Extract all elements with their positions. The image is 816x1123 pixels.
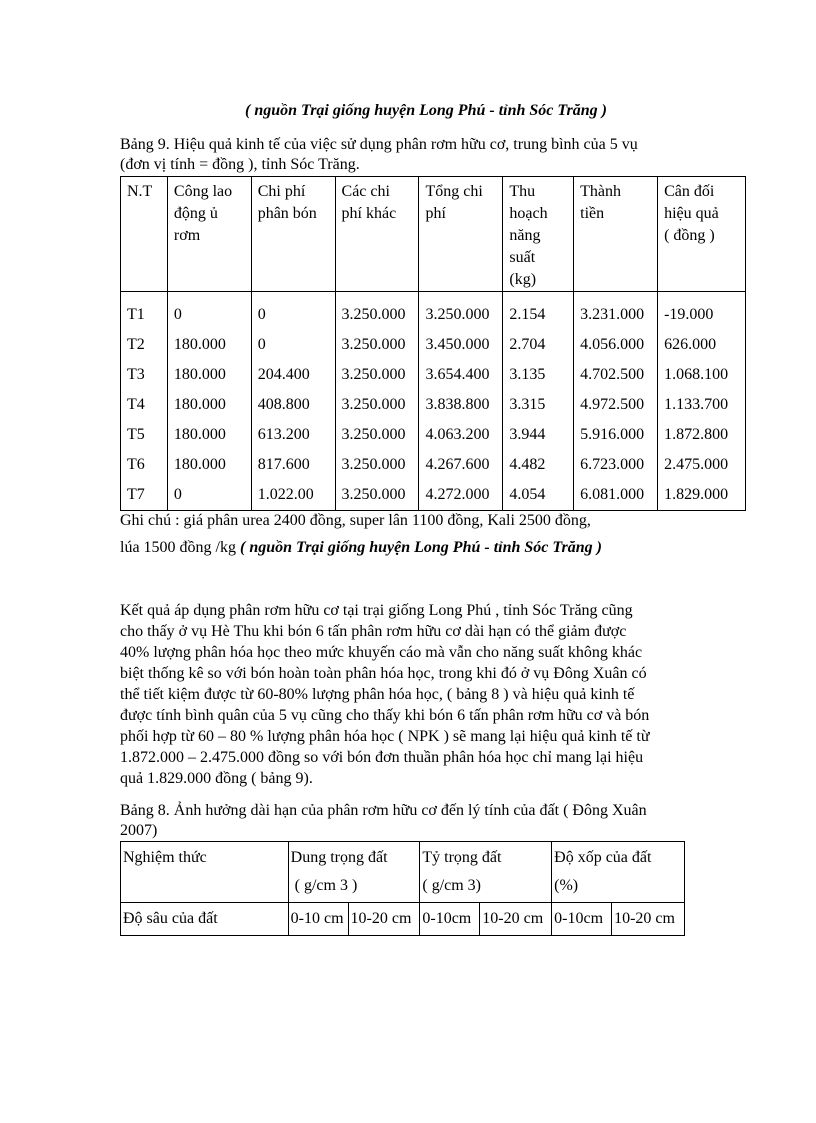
paragraph-line: 1.872.000 – 2.475.000 đồng so với bón đơn thuần phân hóa học chỉ mang lại hiệu [120,749,644,766]
bulk-density-unit: ( g/cm 3 ) [294,877,358,894]
table9-value-cell: 3.250.000 [335,360,419,390]
table9-header-text: phí khác [341,205,397,222]
table9-value-cell: 1.022.00 [251,480,335,511]
table8-header-treatment: Nghiệm thức [121,842,289,903]
table9-row [121,390,746,420]
table9-treatment-cell: T3 [121,360,168,390]
table9-row [121,420,746,450]
table9-value-cell: 3.450.000 [419,330,503,360]
table9-value-cell: 3.250.000 [335,450,419,480]
table9-header-cell [419,177,503,292]
table9-value-cell: 180.000 [167,390,251,420]
table9-header-row [121,177,746,292]
table9-treatment-cell: T1 [121,292,168,331]
table9-value-cell: 204.400 [251,360,335,390]
table9-header-cell [574,177,658,292]
table9-header-text: năng [509,227,541,244]
table9-header-text: phí [425,205,446,222]
particle-density-label: Tỷ trọng đất [422,849,502,866]
table8-depth-cell: 0-10cm [552,903,612,936]
table9-value-cell: -19.000 [658,292,746,331]
table9-value-cell: 3.250.000 [335,330,419,360]
table9-value-cell: 4.272.000 [419,480,503,511]
table9-header-text: phân bón [257,205,317,222]
table9-footnote: Ghi chú : giá phân urea 2400 đồng, super lân 1100 đồng, Kali 2500 đồng, [120,512,591,529]
table9-row [121,450,746,480]
table9-header-text: Các chi [341,183,390,200]
table9-header-cell [658,177,746,292]
table9-value-cell: 0 [167,480,251,511]
table9-value-cell: 3.231.000 [574,292,658,331]
table9-value-cell: 180.000 [167,420,251,450]
table9-value-cell: 408.800 [251,390,335,420]
table9-header-text: suất [509,249,536,266]
table9-value-cell: 6.081.000 [574,480,658,511]
paragraph-line: biệt thống kê so với bón hoàn toàn phân hóa học, trong khi đó ở vụ Đông Xuân có [120,665,647,682]
table9-value-cell: 3.654.400 [419,360,503,390]
table9-value-cell: 180.000 [167,330,251,360]
particle-density-unit: ( g/cm 3) [422,877,482,894]
table9-value-cell: 3.250.000 [335,390,419,420]
table9-value-cell: 626.000 [658,330,746,360]
table9-header-text: N.T [127,183,153,200]
table9-header-text: Chi phí [257,183,306,200]
table9-treatment-cell: T6 [121,450,168,480]
table9-value-cell: 1.068.100 [658,360,746,390]
table9-value-cell: 3.250.000 [335,292,419,331]
table8-depth-label: Độ sâu của đất [121,903,289,936]
table9-caption-line2: (đơn vị tính = đồng ), tỉnh Sóc Trăng. [120,156,360,173]
table9-value-cell: 2.154 [503,292,574,331]
table9-treatment-cell: T7 [121,480,168,511]
table9-header-text: hiệu quả [664,205,719,222]
table9-treatment-cell: T4 [121,390,168,420]
table9-header-cell [503,177,574,292]
table9-value-cell: 3.250.000 [335,420,419,450]
paragraph-line: phối hợp từ 60 – 80 % lượng phân hóa học ( NPK ) sẽ mang lại hiệu quả kinh tế từ [120,728,650,745]
bulk-density-label: Dung trọng đất [290,849,388,866]
table9-caption: Bảng 9. Hiệu quả kinh tế của việc sử dụng phân rơm hữu cơ, trung bình của 5 vụ [120,136,638,153]
paragraph-line: được tính bình quân của 5 vụ cũng cho thấy khi bón 6 tấn phân rơm hữu cơ và bón [120,707,650,724]
table9-value-cell: 4.702.500 [574,360,658,390]
table9-value-cell: 0 [167,292,251,331]
footnote-source: ( nguồn Trại giống huyện Long Phú - tỉnh Sóc Trăng ) [240,539,603,556]
table9-value-cell: 4.482 [503,450,574,480]
table9-value-cell: 0 [251,292,335,331]
table9-value-cell: 180.000 [167,450,251,480]
table9-header-text: Thành [580,183,622,200]
table9-header-text: tiền [580,205,605,222]
table9-header-text: rơm [173,227,201,244]
table8-depth-cell: 10-20 cm [348,903,420,936]
table9-header-text: Thu [509,183,536,200]
paragraph-line: 40% lượng phân hóa học theo mức khuyến cáo mà vẫn cho năng suất không khác [120,644,643,661]
table9-value-cell: 4.267.600 [419,450,503,480]
table9-value-cell: 5.916.000 [574,420,658,450]
table9-row [121,292,746,331]
table9-value-cell: 3.944 [503,420,574,450]
paragraph-line: quả 1.829.000 đồng ( bảng 9). [120,770,313,787]
table8-depth-cell: 10-20 cm [480,903,552,936]
table9-header-cell [251,177,335,292]
table9-value-cell: 0 [251,330,335,360]
table9-footnote-line2 [120,538,602,558]
table9-economic-efficiency [120,176,746,511]
table8-soil-properties [120,841,685,936]
paragraph-line: Kết quả áp dụng phân rơm hữu cơ tại trại giống Long Phú , tỉnh Sóc Trăng cũng [120,602,633,619]
table9-value-cell: 4.063.200 [419,420,503,450]
table9-value-cell: 1.133.700 [658,390,746,420]
table9-value-cell: 3.838.800 [419,390,503,420]
table9-header-text: Cân đối [664,183,715,200]
table9-row [121,480,746,511]
table8-depth-cell: 10-20 cm [612,903,685,936]
porosity-unit: (%) [554,877,579,894]
results-paragraph [120,600,720,789]
table8-header-bulk-density [288,842,420,903]
table9-header-text: (kg) [509,271,537,288]
porosity-label: Độ xốp của đất [554,849,652,866]
table9-value-cell: 3.315 [503,390,574,420]
table8-header-porosity [552,842,685,903]
table9-value-cell: 1.829.000 [658,480,746,511]
table9-row [121,330,746,360]
table8-caption: Bảng 8. Ảnh hưởng dài hạn của phân rơm hữu cơ đến lý tính của đất ( Đông Xuân [120,802,647,819]
table9-header-text: Công lao [173,183,233,200]
table8-depth-cell: 0-10 cm [288,903,348,936]
table9-value-cell: 3.135 [503,360,574,390]
table8-header-particle-density [420,842,552,903]
table9-treatment-cell: T2 [121,330,168,360]
table9-header-text: động ủ [173,205,218,222]
table8-depth-cell: 0-10cm [420,903,480,936]
table9-value-cell: 3.250.000 [335,480,419,511]
table9-header-text: hoạch [509,205,548,222]
table9-value-cell: 4.972.500 [574,390,658,420]
table9-header-text: ( đồng ) [664,227,715,244]
paragraph-line: cho thấy ở vụ Hè Thu khi bón 6 tấn phân rơm hữu cơ dài hạn có thể giảm được [120,623,627,640]
paragraph-line: thể tiết kiệm được từ 60-80% lượng phân hóa học, ( bảng 8 ) và hiệu quả kinh tế [120,686,635,703]
table9-value-cell: 2.475.000 [658,450,746,480]
table8-caption-line2: 2007) [120,822,158,839]
table9-value-cell: 2.704 [503,330,574,360]
table9-row [121,360,746,390]
table9-treatment-cell: T5 [121,420,168,450]
footnote-price-text: lúa 1500 đồng /kg [120,539,240,556]
table9-header-text: Tổng chi [425,183,483,200]
table9-value-cell: 817.600 [251,450,335,480]
table9-value-cell: 6.723.000 [574,450,658,480]
table9-value-cell: 1.872.800 [658,420,746,450]
source-note-top: ( nguồn Trại giống huyện Long Phú - tỉnh Sóc Trăng ) [245,102,608,119]
table9-value-cell: 3.250.000 [419,292,503,331]
table9-value-cell: 613.200 [251,420,335,450]
table9-header-cell [121,177,168,292]
table9-value-cell: 4.054 [503,480,574,511]
table9-header-cell [167,177,251,292]
table9-value-cell: 4.056.000 [574,330,658,360]
table9-value-cell: 180.000 [167,360,251,390]
table9-header-cell [335,177,419,292]
